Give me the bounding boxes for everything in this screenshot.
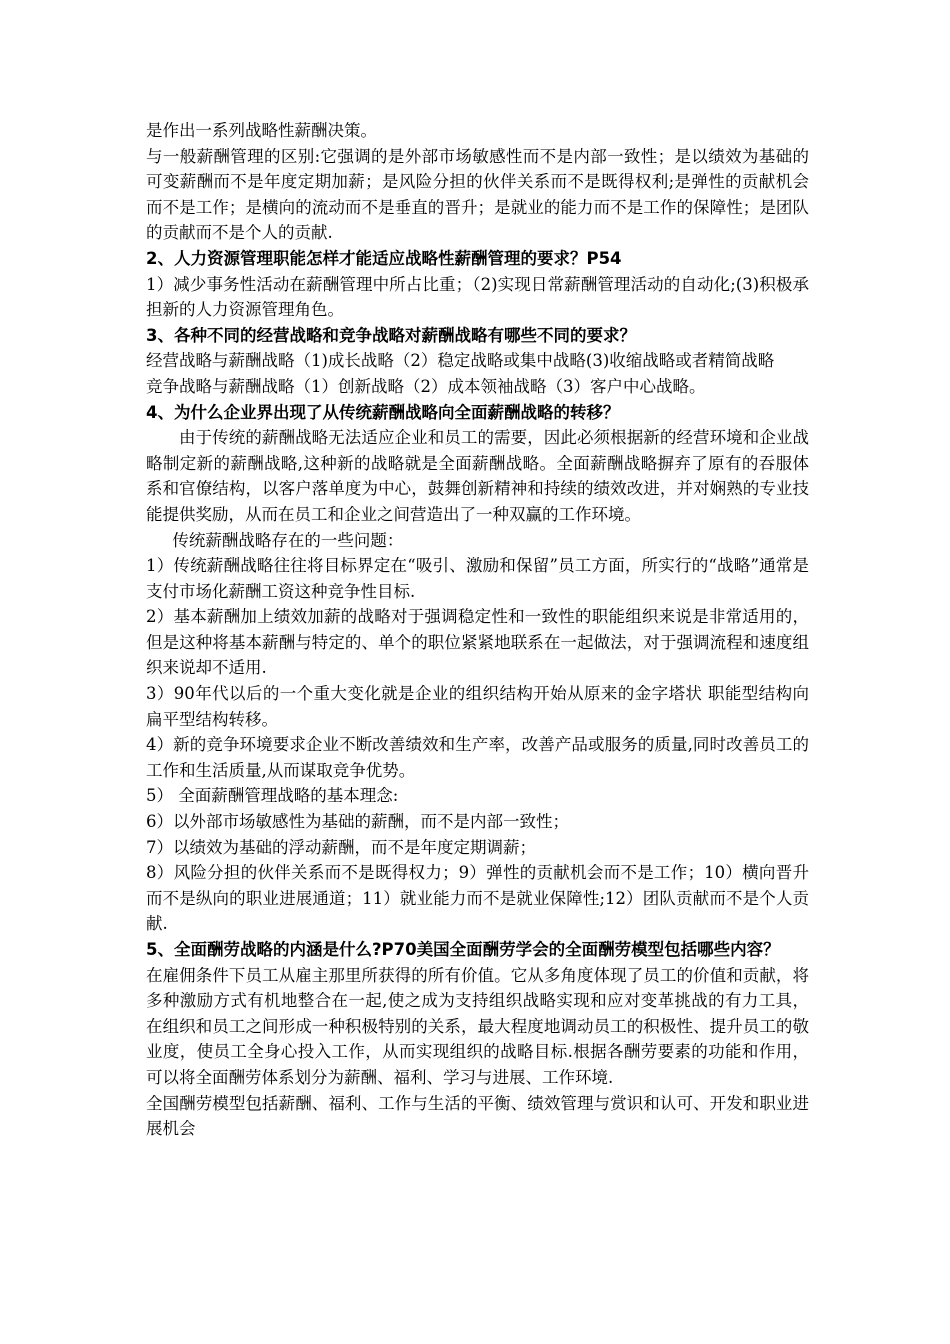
paragraph: 传统薪酬战略存在的一些问题： <box>172 530 404 550</box>
question-heading: 2、人力资源管理职能怎样才能适应战略性薪酬管理的要求？P54 <box>146 248 622 268</box>
list-item: 8）风险分担的伙伴关系而不是既得权力；9）弹性的贡献机会而不是工作；10）横向晋升而不是纵向的职业进展通道；11）就业能力而不是就业保障性;12）团队贡献而不是个人贡献. <box>146 863 809 934</box>
list-item: 4）新的竞争环境要求企业不断改善绩效和生产率，改善产品或服务的质量,同时改善员工的工作和生活质量,从而谋取竞争优势。 <box>146 735 809 780</box>
paragraph: 竞争战略与薪酬战略（1）创新战略（2）成本领袖战略（3）客户中心战略。 <box>146 376 706 396</box>
document-body <box>146 118 809 1142</box>
paragraph: 由于传统的薪酬战略无法适应企业和员工的需要，因此必须根据新的经营环境和企业战略制定新的薪酬战略,这种新的战略就是全面薪酬战略。全面薪酬战略摒弃了原有的吞服体系和官僚结构，以客户落单度为中心，鼓舞创新精神和持续的绩效改进，并对娴熟的专业技能提供奖励，从而在员工和企业之间营造出了一种双赢的工作环境。 <box>146 428 809 524</box>
paragraph: 与一般薪酬管理的区别:它强调的是外部市场敏感性而不是内部一致性；是以绩效为基础的可变薪酬而不是年度定期加薪；是风险分担的伙伴关系而不是既得权利;是弹性的贡献机会而不是工作；是横向的流动而不是垂直的晋升；是就业的能力而不是工作的保障性；是团队的贡献而不是个人的贡献. <box>146 146 809 243</box>
list-item: 3）90年代以后的一个重大变化就是企业的组织结构开始从原来的金字塔状 职能型结构向扁平型结构转移。 <box>146 684 809 729</box>
list-item: 2）基本薪酬加上绩效加薪的战略对于强调稳定性和一致性的职能组织来说是非常适用的，但是这种将基本薪酬与特定的、单个的职位紧紧地联系在一起做法，对于强调流程和速度组织来说却不适用. <box>146 607 809 678</box>
paragraph: 在雇佣条件下员工从雇主那里所获得的所有价值。它从多角度体现了员工的价值和贡献，将多种激励方式有机地整合在一起,使之成为支持组织战略实现和应对变革挑战的有力工具，在组织和员工之间形成一种积极特别的关系，最大程度地调动员工的积极性、提升员工的敬业度，使员工全身心投入工作，从而实现组织的战略目标.根据各酬劳要素的功能和作用，可以将全面酬劳体系划分为薪酬、福利、学习与进展、工作环境. <box>146 965 809 1087</box>
list-item: 1）传统薪酬战略往往将目标界定在“吸引、激励和保留”员工方面，所实行的“战略”通常是支付市场化薪酬工资这种竞争性目标. <box>146 556 809 601</box>
paragraph: 是作出一系列战略性薪酬决策。 <box>146 121 377 140</box>
question-heading: 3、各种不同的经营战略和竞争战略对薪酬战略有哪些不同的要求？ <box>146 325 636 345</box>
paragraph: 经营战略与薪酬战略（1)成长战略（2）稳定战略或集中战略(3)收缩战略或者精简战略 <box>146 351 775 371</box>
paragraph: 1）减少事务性活动在薪酬管理中所占比重；（2)实现日常薪酬管理活动的自动化;(3)积极承担新的人力资源管理角色。 <box>146 274 809 320</box>
list-item: 5） 全面薪酬管理战略的基本理念: <box>146 786 399 806</box>
paragraph: 全国酬劳模型包括薪酬、福利、工作与生活的平衡、绩效管理与赏识和认可、开发和职业进展机会 <box>146 1093 809 1139</box>
list-item: 7）以绩效为基础的浮动薪酬，而不是年度定期调薪； <box>146 837 536 857</box>
list-item: 6）以外部市场敏感性为基础的薪酬，而不是内部一致性； <box>146 812 569 832</box>
question-heading: 5、全面酬劳战略的内涵是什么?P70美国全面酬劳学会的全面酬劳模型包括哪些内容？ <box>146 940 780 959</box>
question-heading: 4、为什么企业界出现了从传统薪酬战略向全面薪酬战略的转移？ <box>146 402 620 422</box>
